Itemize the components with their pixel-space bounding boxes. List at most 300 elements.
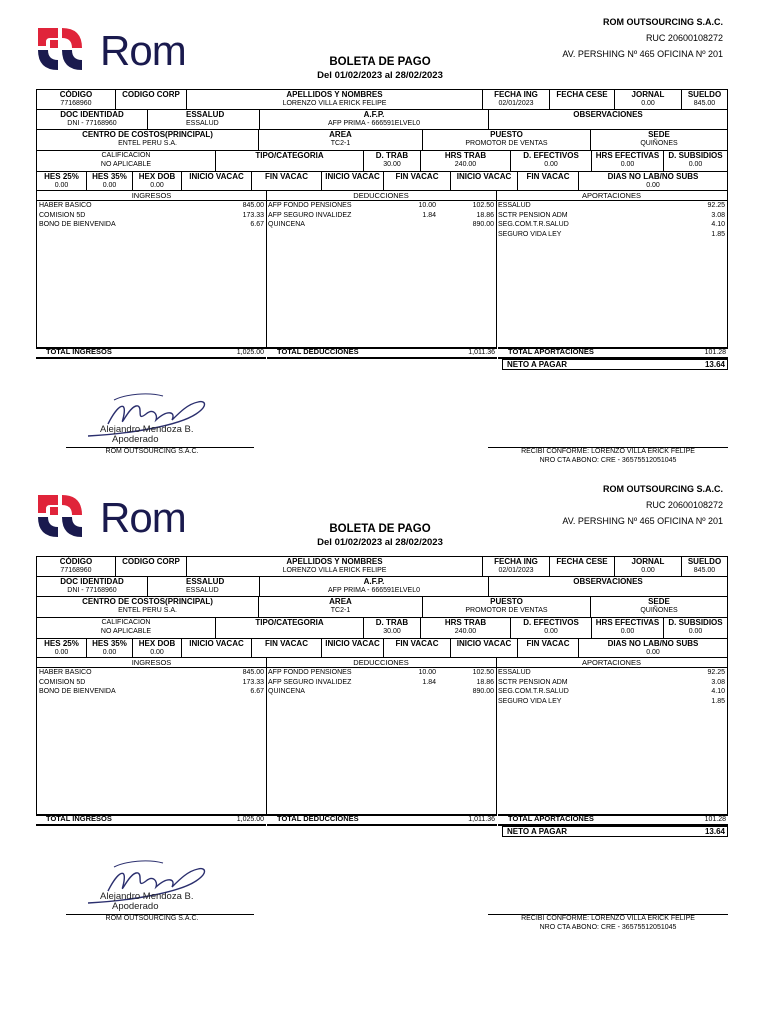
aportaciones-total-label: TOTAL APORTACIONES — [508, 814, 594, 823]
header-row-1 — [37, 557, 727, 577]
header-cell — [86, 639, 132, 658]
company-info — [562, 481, 723, 529]
header-cell — [578, 172, 727, 191]
deducciones-column — [266, 191, 497, 349]
header-cell — [590, 130, 727, 150]
header-cell — [450, 172, 517, 191]
aportacion-amount: 3.08 — [711, 211, 725, 219]
header-cell-label: CODIGO CORP — [122, 557, 180, 566]
header-cell-label: FIN VACAC — [265, 639, 308, 648]
header-cell-label: HEX DOB — [138, 639, 176, 648]
header-cell-value: QUIÑONES — [640, 140, 678, 147]
header-cell-value: DNI - 77168960 — [67, 587, 117, 594]
header-cell — [259, 110, 488, 129]
header-cell-label: D. TRAB — [375, 151, 409, 160]
header-cell — [37, 151, 215, 171]
detail-body — [36, 658, 728, 836]
header-cell — [663, 618, 727, 638]
deduccion-amount: 18.86 — [476, 678, 494, 686]
header-cell — [591, 618, 663, 638]
header-cell-value: AFP PRIMA - 666591ELVEL0 — [328, 120, 420, 127]
deducciones-header: DEDUCCIONES — [266, 191, 496, 201]
header-cell-label: DOC IDENTIDAD — [60, 577, 124, 586]
header-cell — [115, 90, 186, 109]
header-cell — [422, 130, 590, 150]
header-row-2 — [37, 577, 727, 597]
aportacion-amount: 1.85 — [711, 230, 725, 238]
header-cell — [549, 557, 614, 576]
signature-caption-right-1: RECIBI CONFORME: LORENZO VILLA ERICK FELIPE — [521, 448, 695, 455]
header-cell — [186, 90, 482, 109]
header-cell-label: FIN VACAC — [395, 639, 439, 648]
header-cell — [215, 151, 363, 171]
header-cell — [363, 151, 420, 171]
aportacion-amount: 1.85 — [711, 697, 725, 705]
ingreso-amount: 6.67 — [250, 221, 264, 228]
header-cell-label: JORNAL — [631, 557, 665, 566]
header-cell-value: 845.00 — [693, 100, 716, 107]
header-cell — [663, 151, 727, 171]
header-cell — [186, 557, 482, 576]
header-cell-value: QUIÑONES — [640, 607, 678, 614]
aportacion-line — [496, 211, 727, 221]
header-cell-label: DOC IDENTIDAD — [60, 110, 124, 119]
header-row-4 — [37, 151, 727, 172]
header-cell-value: TC2-1 — [330, 140, 351, 147]
aportacion-amount: 4.10 — [711, 688, 725, 695]
header-cell-label: PUESTO — [490, 597, 523, 606]
aportacion-amount: 92.25 — [707, 669, 725, 676]
deducciones-total-row — [267, 814, 497, 826]
header-cell-label: HRS EFECTIVAS — [595, 618, 660, 627]
header-row-5 — [37, 639, 727, 658]
header-cell-label: CENTRO DE COSTOS(PRINCIPAL) — [82, 130, 213, 139]
header-cell-label: HES 35% — [92, 639, 127, 648]
header-cell-label: D. EFECTIVOS — [523, 151, 579, 160]
header-cell-value: DNI - 77168960 — [67, 120, 117, 127]
ingresos-total-value: 1,025.00 — [236, 349, 264, 356]
deduccion-rate: 1.84 — [422, 678, 436, 686]
header-cell-value: LORENZO VILLA ERICK FELIPE — [282, 567, 387, 574]
header-cell — [488, 577, 727, 596]
aportaciones-total-row — [498, 347, 728, 359]
header-cell-label: HRS TRAB — [444, 618, 487, 627]
header-cell-label: SUELDO — [687, 90, 722, 99]
header-cell-value: ENTEL PERU S.A. — [118, 140, 177, 147]
deducciones-total-label: TOTAL DEDUCCIONES — [277, 814, 359, 823]
header-row-3 — [37, 130, 727, 151]
header-cell-label: APELLIDOS Y NOMBRES — [286, 557, 383, 566]
slip-period: Del 01/02/2023 al 28/02/2023 — [317, 70, 443, 81]
header-cell — [37, 90, 115, 109]
deducciones-header: DEDUCCIONES — [266, 658, 496, 668]
aportaciones-header: APORTACIONES — [496, 658, 727, 668]
aportacion-amount: 3.08 — [711, 678, 725, 686]
neto-label: NETO A PAGAR — [507, 360, 568, 369]
header-cell-label: HES 25% — [44, 172, 79, 181]
header-cell-label: PUESTO — [490, 130, 523, 139]
deduccion-label: AFP SEGURO INVALIDEZ — [268, 211, 352, 219]
signature-image — [68, 851, 218, 913]
aportacion-label: ESSALUD — [498, 202, 531, 209]
header-grid — [36, 89, 728, 191]
header-cell-label: HRS EFECTIVAS — [595, 151, 660, 160]
aportacion-label: SEG.COM.T.R.SALUD — [498, 221, 569, 228]
header-cell-value: 0.00 — [641, 100, 655, 107]
header-cell-value: ESSALUD — [186, 120, 219, 127]
header-cell — [37, 130, 258, 150]
header-cell — [37, 172, 86, 191]
aportacion-line — [496, 678, 727, 688]
deduccion-amount: 18.86 — [476, 211, 494, 219]
deduccion-line — [266, 668, 496, 678]
aportacion-line — [496, 220, 727, 230]
company-name: ROM OUTSOURCING S.A.C. — [602, 484, 723, 494]
header-cell-label: ESSALUD — [186, 110, 225, 119]
header-cell — [132, 172, 181, 191]
header-cell — [450, 639, 517, 658]
header-cell — [37, 618, 215, 638]
header-cell-value: 240.00 — [454, 161, 477, 168]
header-cell-value: 0.00 — [646, 182, 660, 189]
header-cell — [215, 618, 363, 638]
header-cell-value: 0.00 — [620, 628, 635, 635]
header-cell-label: SUELDO — [687, 557, 722, 566]
header-cell-label: TIPO/CATEGORIA — [255, 151, 324, 160]
header-cell-label: FECHA CESE — [556, 90, 608, 99]
payslip-original — [0, 0, 768, 468]
ingreso-label: HABER BASICO — [39, 669, 92, 676]
neto-value: 13.64 — [704, 360, 725, 369]
header-cell-label: SEDE — [648, 130, 670, 139]
ingresos-column — [36, 658, 267, 816]
signature-caption-left: ROM OUTSOURCING S.A.C. — [105, 448, 199, 455]
ingresos-column — [36, 191, 267, 349]
slip-title-text: BOLETA DE PAGO — [329, 523, 431, 535]
header-cell — [37, 577, 147, 596]
header-cell-value: NO APLICABLE — [100, 161, 152, 168]
ingresos-header: INGRESOS — [37, 658, 266, 668]
header-cell — [383, 639, 450, 658]
header-cell-value: 0.00 — [102, 649, 117, 656]
company-address: AV. PERSHING Nº 465 OFICINA Nº 201 — [562, 516, 723, 526]
header-cell-value: LORENZO VILLA ERICK FELIPE — [282, 100, 387, 107]
ingreso-label: BONO DE BIENVENIDA — [39, 221, 116, 228]
header-cell — [614, 90, 681, 109]
aportaciones-total-value: 101.28 — [704, 349, 726, 356]
header-cell-value: 0.00 — [646, 649, 660, 656]
ingresos-total-label: TOTAL INGRESOS — [46, 814, 112, 823]
deducciones-total-value: 1,011.36 — [468, 816, 495, 823]
header-cell-label: HEX DOB — [138, 172, 176, 181]
aportacion-label: ESSALUD — [498, 669, 531, 676]
header-cell — [517, 172, 578, 191]
deduccion-line — [266, 211, 496, 221]
aportacion-label: SCTR PENSION ADM — [498, 678, 568, 686]
header-cell — [549, 90, 614, 109]
header-cell — [132, 639, 181, 658]
header-cell — [517, 639, 578, 658]
header-cell-label: FIN VACAC — [395, 172, 439, 181]
header-cell — [420, 151, 510, 171]
header-cell-label: OBSERVACIONES — [573, 577, 643, 586]
header-cell-label: TIPO/CATEGORIA — [255, 618, 324, 627]
aportacion-line — [496, 697, 727, 707]
header-cell-label: D. TRAB — [375, 618, 409, 627]
header-cell — [251, 172, 321, 191]
header-cell-label: CENTRO DE COSTOS(PRINCIPAL) — [82, 597, 213, 606]
ingresos-total-row — [36, 347, 266, 359]
header-cell-label: FIN VACAC — [526, 172, 570, 181]
header-cell — [37, 557, 115, 576]
header-cell-value: 77168960 — [60, 567, 92, 574]
header-cell — [681, 90, 727, 109]
rom-logo-icon — [36, 26, 86, 72]
company-address: AV. PERSHING Nº 465 OFICINA Nº 201 — [562, 49, 723, 59]
header-cell-value: 0.00 — [641, 567, 655, 574]
deduccion-line — [266, 678, 496, 688]
header-cell — [86, 172, 132, 191]
header-cell-value: 0.00 — [688, 161, 703, 168]
ingresos-total-row — [36, 814, 266, 826]
header-cell-label: A.F.P. — [363, 577, 385, 586]
header-cell — [482, 90, 549, 109]
ingreso-line — [37, 220, 266, 230]
ingreso-line — [37, 668, 266, 678]
header-cell — [258, 597, 422, 617]
header-cell-label: CODIGO CORP — [122, 90, 180, 99]
header-cell-value: 240.00 — [454, 628, 477, 635]
header-cell-label: APELLIDOS Y NOMBRES — [286, 90, 383, 99]
header-cell — [321, 172, 383, 191]
company-info — [562, 14, 723, 62]
slip-title — [250, 56, 510, 81]
header-cell — [181, 172, 251, 191]
aportacion-line — [496, 687, 727, 697]
header-cell-label: INICIO VACAC — [325, 639, 380, 648]
header-cell-label: AREA — [329, 597, 352, 606]
header-cell-label: D. SUBSIDIOS — [668, 618, 723, 627]
header-row-1 — [37, 90, 727, 110]
header-cell-label: HES 25% — [44, 639, 79, 648]
slip-period: Del 01/02/2023 al 28/02/2023 — [317, 537, 443, 548]
header-cell-label: INICIO VACAC — [189, 639, 244, 648]
header-cell-label: CALIFICACION — [101, 619, 151, 626]
ingreso-label: COMISION 5D — [39, 678, 86, 686]
deduccion-label: AFP FONDO PENSIONES — [268, 202, 352, 209]
deduccion-amount: 102.50 — [472, 669, 494, 676]
company-ruc: RUC 20600108272 — [645, 33, 723, 43]
header-cell — [251, 639, 321, 658]
neto-label: NETO A PAGAR — [507, 827, 568, 836]
header-cell — [510, 151, 591, 171]
signature-caption-right-2: NRO CTA ABONO: CRE - 36575512051045 — [539, 924, 677, 931]
header-cell — [147, 110, 259, 129]
header-cell — [510, 618, 591, 638]
company-logo — [36, 26, 196, 76]
aportaciones-column — [496, 658, 728, 816]
header-cell — [181, 639, 251, 658]
deduccion-amount: 102.50 — [472, 202, 494, 209]
header-cell-label: ESSALUD — [186, 577, 225, 586]
ingreso-amount: 173.33 — [242, 211, 264, 219]
deduccion-label: QUINCENA — [268, 221, 305, 228]
signer-name: Alejandro Mendoza B. — [100, 891, 194, 902]
header-cell — [482, 557, 549, 576]
header-cell-value: 0.00 — [688, 628, 703, 635]
logo-text: Rom — [100, 494, 186, 541]
header-cell-value: 0.00 — [150, 649, 164, 656]
header-cell — [681, 557, 727, 576]
header-cell-label: CÓDIGO — [59, 557, 93, 566]
header-cell — [420, 618, 510, 638]
header-cell — [37, 110, 147, 129]
aportacion-label: SEGURO VIDA LEY — [498, 697, 562, 705]
aportacion-label: SCTR PENSION ADM — [498, 211, 568, 219]
header-cell — [115, 557, 186, 576]
header-cell-label: CALIFICACION — [101, 152, 151, 159]
header-cell-value: PROMOTOR DE VENTAS — [465, 140, 548, 147]
aportaciones-total-value: 101.28 — [704, 816, 726, 823]
header-cell — [488, 110, 727, 129]
header-cell-value: 845.00 — [693, 567, 716, 574]
rom-logo-icon — [36, 493, 86, 539]
header-cell-label: FECHA CESE — [556, 557, 608, 566]
aportacion-line — [496, 201, 727, 211]
header-cell-label: HRS TRAB — [444, 151, 487, 160]
aportacion-amount: 92.25 — [707, 202, 725, 209]
deduccion-rate: 1.84 — [422, 211, 436, 219]
header-cell — [614, 557, 681, 576]
header-cell — [321, 639, 383, 658]
deduccion-label: AFP FONDO PENSIONES — [268, 669, 352, 676]
header-cell-label: INICIO VACAC — [456, 639, 512, 648]
detail-body — [36, 191, 728, 369]
header-cell — [383, 172, 450, 191]
signer-name: Alejandro Mendoza B. — [100, 424, 194, 435]
signature-caption-right-1: RECIBI CONFORME: LORENZO VILLA ERICK FELIPE — [521, 915, 695, 922]
ingreso-label: COMISION 5D — [39, 211, 86, 219]
slip-title — [250, 523, 510, 548]
header-cell-label: AREA — [329, 130, 352, 139]
deduccion-rate: 10.00 — [418, 669, 436, 676]
header-grid — [36, 556, 728, 658]
slip-title-text: BOLETA DE PAGO — [329, 56, 431, 68]
header-cell-value: 0.00 — [150, 182, 164, 189]
header-cell-value: 0.00 — [620, 161, 635, 168]
ingreso-line — [37, 678, 266, 688]
header-cell — [259, 577, 488, 596]
header-cell-label: FIN VACAC — [526, 639, 570, 648]
deduccion-line — [266, 687, 496, 697]
header-cell — [37, 597, 258, 617]
ingreso-label: BONO DE BIENVENIDA — [39, 688, 116, 695]
header-cell-label: FECHA ING — [494, 90, 538, 99]
header-cell-label: D. SUBSIDIOS — [668, 151, 723, 160]
neto-value: 13.64 — [704, 827, 725, 836]
header-cell-value: 02/01/2023 — [498, 100, 534, 107]
header-cell-label: INICIO VACAC — [325, 172, 380, 181]
aportaciones-total-row — [498, 814, 728, 826]
deducciones-total-label: TOTAL DEDUCCIONES — [277, 347, 359, 356]
deduccion-rate: 10.00 — [418, 202, 436, 209]
aportacion-amount: 4.10 — [711, 221, 725, 228]
ingresos-total-label: TOTAL INGRESOS — [46, 347, 112, 356]
header-cell-value: 77168960 — [60, 100, 92, 107]
header-cell-label: HES 35% — [92, 172, 127, 181]
header-cell-label: DIAS NO LAB/NO SUBS — [607, 639, 699, 648]
deducciones-column — [266, 658, 497, 816]
header-cell-label: INICIO VACAC — [456, 172, 512, 181]
deduccion-label: QUINCENA — [268, 688, 305, 695]
aportacion-line — [496, 668, 727, 678]
header-cell — [147, 577, 259, 596]
header-cell-value: NO APLICABLE — [100, 628, 152, 635]
header-cell-label: CÓDIGO — [59, 90, 93, 99]
ingresos-total-value: 1,025.00 — [236, 816, 264, 823]
aportacion-label: SEG.COM.T.R.SALUD — [498, 688, 569, 695]
header-cell — [578, 639, 727, 658]
ingreso-line — [37, 201, 266, 211]
logo-text: Rom — [100, 27, 186, 74]
header-cell-label: DIAS NO LAB/NO SUBS — [607, 172, 699, 181]
signature-image — [68, 384, 218, 446]
deduccion-line — [266, 220, 496, 230]
ingreso-line — [37, 211, 266, 221]
header-cell — [591, 151, 663, 171]
header-row-4 — [37, 618, 727, 639]
header-cell-value: 30.00 — [383, 628, 401, 635]
header-cell-value: ENTEL PERU S.A. — [118, 607, 177, 614]
header-cell — [422, 597, 590, 617]
header-cell-label: JORNAL — [631, 90, 665, 99]
header-cell-label: FIN VACAC — [265, 172, 308, 181]
deduccion-amount: 890.00 — [472, 221, 494, 228]
header-cell-value: 0.00 — [544, 161, 558, 168]
header-cell-value: 0.00 — [54, 649, 69, 656]
header-cell-label: A.F.P. — [363, 110, 385, 119]
ingreso-amount: 6.67 — [250, 688, 264, 695]
ingreso-line — [37, 687, 266, 697]
header-cell-value: 0.00 — [102, 182, 117, 189]
ingreso-amount: 845.00 — [242, 669, 264, 676]
header-cell-value: 0.00 — [544, 628, 558, 635]
ingreso-amount: 173.33 — [242, 678, 264, 686]
company-ruc: RUC 20600108272 — [645, 500, 723, 510]
ingresos-header: INGRESOS — [37, 191, 266, 201]
header-cell-value: 0.00 — [54, 182, 69, 189]
header-cell-value: PROMOTOR DE VENTAS — [465, 607, 548, 614]
payslip-copy — [0, 467, 768, 935]
deducciones-total-row — [267, 347, 497, 359]
deduccion-line — [266, 201, 496, 211]
company-name: ROM OUTSOURCING S.A.C. — [602, 17, 723, 27]
header-row-5 — [37, 172, 727, 191]
header-cell — [258, 130, 422, 150]
header-cell-label: OBSERVACIONES — [573, 110, 643, 119]
header-cell-value: AFP PRIMA - 666591ELVEL0 — [328, 587, 420, 594]
signer-role: Apoderado — [112, 434, 159, 445]
aportaciones-header: APORTACIONES — [496, 191, 727, 201]
deduccion-label: AFP SEGURO INVALIDEZ — [268, 678, 352, 686]
aportacion-label: SEGURO VIDA LEY — [498, 230, 562, 238]
header-cell-label: FECHA ING — [494, 557, 538, 566]
header-cell-value: ESSALUD — [186, 587, 219, 594]
header-cell-label: SEDE — [648, 597, 670, 606]
header-cell — [590, 597, 727, 617]
header-cell-value: 02/01/2023 — [498, 567, 534, 574]
aportaciones-total-label: TOTAL APORTACIONES — [508, 347, 594, 356]
